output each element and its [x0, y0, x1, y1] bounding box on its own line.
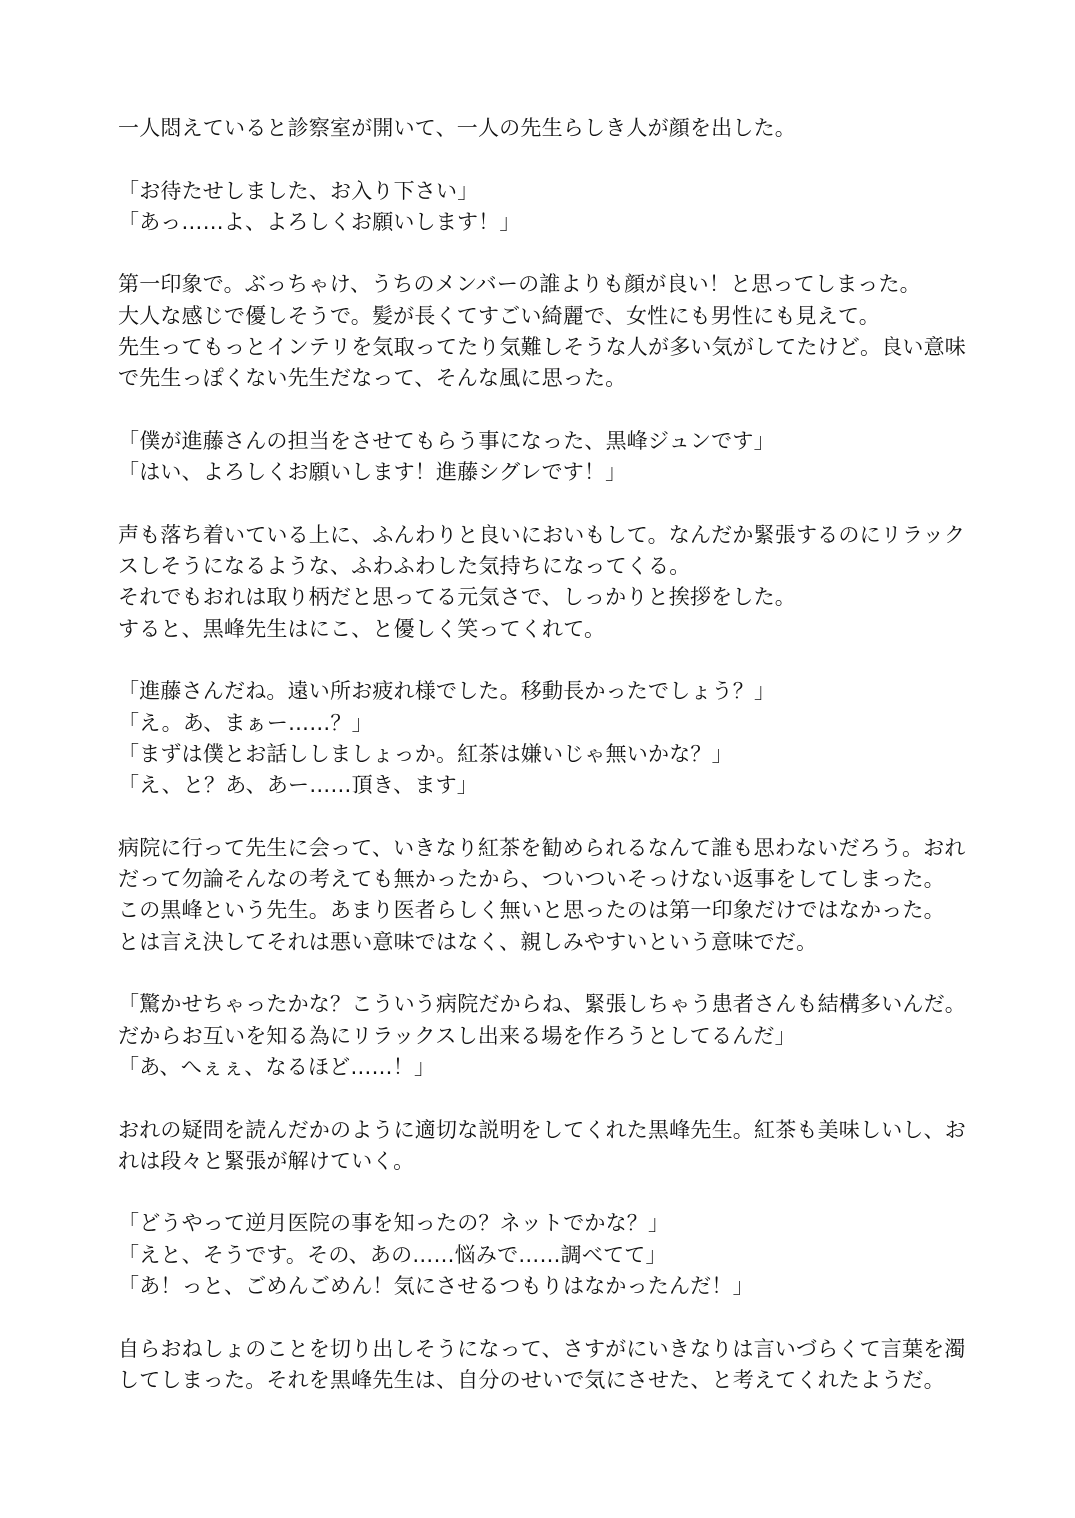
text-line: 先生ってもっとインテリを気取ってたり気難しそうな人が多い気がしてたけど。良い意味	[118, 335, 966, 360]
dialogue-line: 「はい、よろしくお願いします！進藤シグレです！」	[118, 460, 627, 485]
text-line: すると、黒峰先生はにこ、と優しく笑ってくれて。	[118, 616, 606, 641]
text-line: おれの疑問を読んだかのように適切な説明をしてくれた黒峰先生。紅茶も美味しいし、お	[118, 1117, 966, 1142]
dialogue-line: 「僕が進藤さんの担当をさせてもらう事になった、黒峰ジュンです」	[118, 428, 775, 453]
blank-line	[118, 1302, 978, 1333]
dialogue-line: 「えと、そうです。その、あの……悩みで……調べてて」	[118, 1242, 667, 1267]
text-line: だって勿論そんなの考えても無かったから、ついついそっけない返事をしてしまった。	[118, 867, 945, 892]
dialogue-line: だからお互いを知る為にリラックスし出来る場を作ろうとしてるんだ」	[118, 1023, 796, 1048]
blank-line	[118, 144, 978, 175]
text-line: れは段々と緊張が解けていく。	[118, 1148, 415, 1173]
body-text	[118, 113, 978, 1396]
dialogue-line: 「どうやって逆月医院の事を知ったの？ネットでかな？」	[118, 1211, 670, 1236]
blank-line	[118, 238, 978, 269]
text-line: してしまった。それを黒峰先生は、自分のせいで気にさせた、と考えてくれたようだ。	[118, 1367, 945, 1392]
dialogue-line: 「驚かせちゃったかな？こういう病院だからね、緊張しちゃう患者さんも結構多いんだ。	[118, 992, 966, 1017]
dialogue-line: 「え、と？あ、あー……頂き、ます」	[118, 773, 478, 798]
text-line: 一人悶えていると診察室が開いて、一人の先生らしき人が顔を出した。	[118, 116, 796, 140]
text-line: それでもおれは取り柄だと思ってる元気さで、しっかりと挨拶をした。	[118, 585, 796, 610]
blank-line	[118, 395, 978, 426]
blank-line	[118, 1083, 978, 1114]
text-line: 第一印象で。ぶっちゃけ、うちのメンバーの誰よりも顔が良い！と思ってしまった。	[118, 272, 921, 297]
dialogue-line: 「進藤さんだね。遠い所お疲れ様でした。移動長かったでしょう？」	[118, 679, 776, 704]
text-line: とは言え決してそれは悪い意味ではなく、親しみやすいという意味でだ。	[118, 929, 818, 954]
blank-line	[118, 1177, 978, 1208]
blank-line	[118, 958, 978, 989]
dialogue-line: 「まずは僕とお話ししましょっか。紅茶は嫌いじゃ無いかな？」	[118, 741, 733, 766]
text-line: 自らおねしょのことを切り出しそうになって、さすがにいきなりは言いづらくて言葉を濁	[118, 1336, 966, 1361]
blank-line	[118, 802, 978, 833]
blank-line	[118, 645, 978, 676]
dialogue-line: 「あ！っと、ごめんごめん！気にさせるつもりはなかったんだ！」	[118, 1273, 754, 1298]
text-line: 大人な感じで優しそうで。髪が長くてすごい綺麗で、女性にも男性にも見えて。	[118, 303, 880, 328]
dialogue-line: 「あっ……よ、よろしくお願いします！」	[118, 209, 521, 234]
blank-line	[118, 489, 978, 520]
text-line: で先生っぽくない先生だなって、そんな風に思った。	[118, 366, 627, 391]
text-line: 病院に行って先生に会って、いきなり紅茶を勧められるなんて誰も思わないだろう。おれ	[118, 835, 966, 860]
text-line: この黒峰という先生。あまり医者らしく無いと思ったのは第一印象だけではなかった。	[118, 898, 945, 923]
text-line: スしそうになるような、ふわふわした気持ちになってくる。	[118, 554, 691, 579]
dialogue-line: 「お待たせしました、お入り下さい」	[118, 178, 479, 203]
text-line: 声も落ち着いている上に、ふんわりと良いにおいもして。なんだか緊張するのにリラック	[118, 522, 966, 547]
dialogue-line: 「あ、へぇぇ、なるほど……！」	[118, 1054, 436, 1079]
dialogue-line: 「え。あ、まぁー……？」	[118, 710, 373, 735]
